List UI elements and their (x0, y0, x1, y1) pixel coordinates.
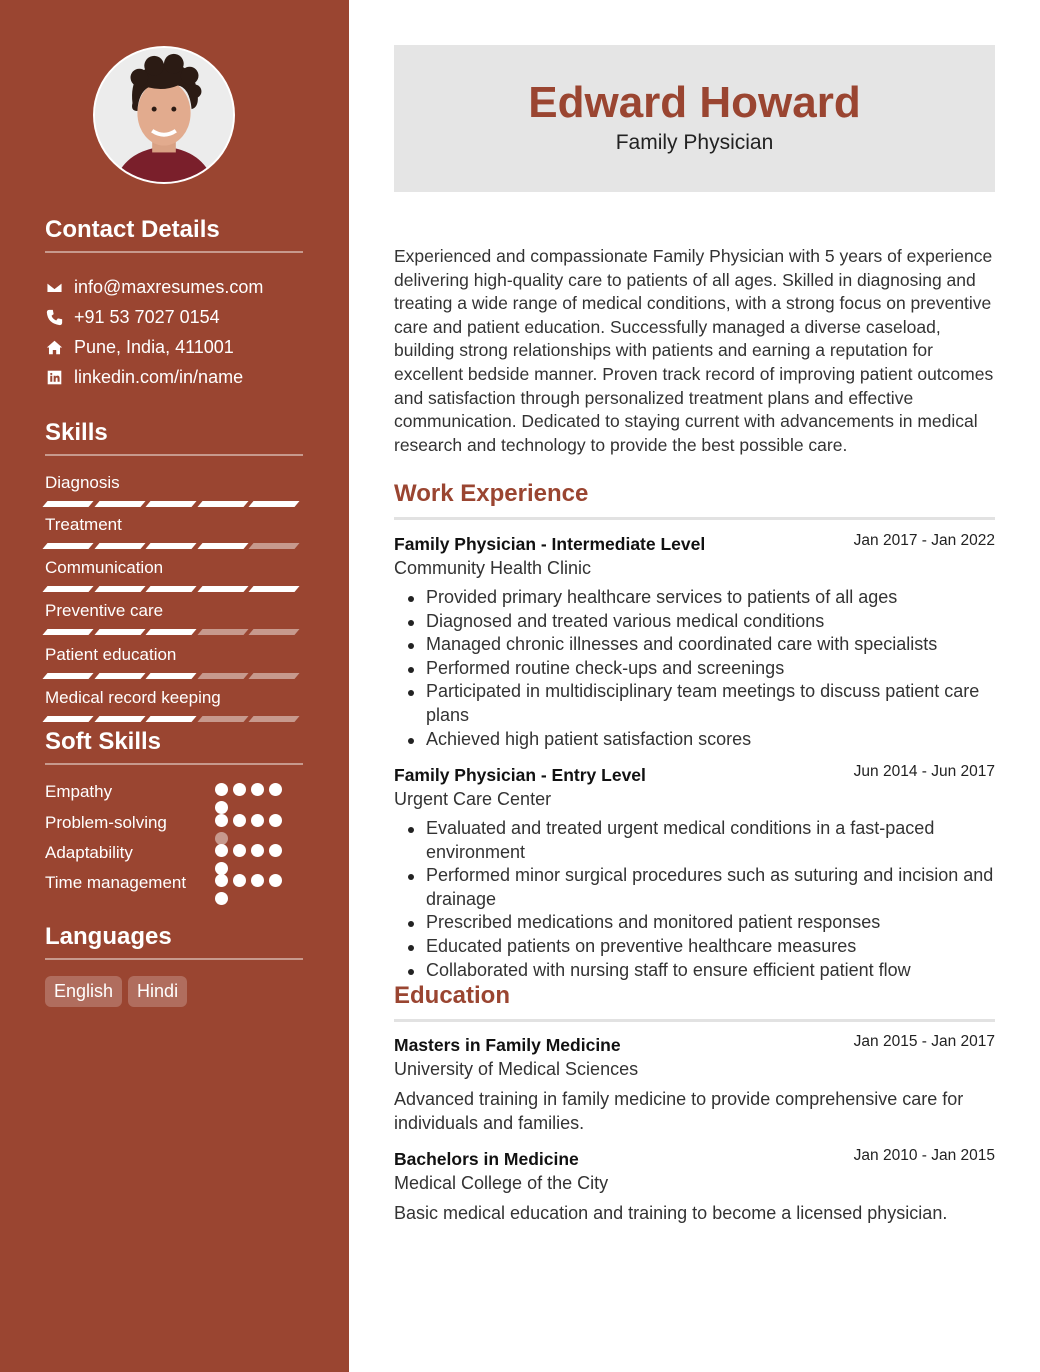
job-bullets (394, 586, 995, 751)
job-bullet: Educated patients on preventive healthcare measures (394, 935, 995, 959)
skill-level-segment (42, 501, 93, 507)
skill-level-segment (249, 716, 300, 722)
skill-name: Patient education (45, 645, 177, 664)
skill-name: Medical record keeping (45, 688, 221, 707)
skill-level-segment (42, 586, 93, 592)
sidebar (0, 0, 349, 1372)
soft-skill-dot (269, 783, 282, 796)
contact-location-text: Pune, India, 411001 (74, 336, 234, 357)
skill-item (45, 645, 303, 679)
soft-skill-item (45, 841, 305, 864)
job-employer: Urgent Care Center (394, 789, 552, 809)
job-bullet: Managed chronic illnesses and coordinated care with specialists (394, 633, 995, 657)
soft-skill-name: Empathy (45, 782, 113, 801)
contact-phone-text: +91 53 7027 0154 (74, 306, 220, 327)
skill-level-bar (45, 716, 303, 722)
degree-title: Masters in Family Medicine (394, 1035, 621, 1055)
soft-skill-dot (215, 783, 228, 796)
language-tag: English (45, 976, 122, 1007)
skill-level-segment (197, 501, 248, 507)
school-name: Medical College of the City (394, 1173, 609, 1193)
skill-item (45, 558, 303, 592)
soft-skill-dot (251, 844, 264, 857)
job-title: Family Physician - Entry Level (394, 765, 646, 785)
soft-skill-dots (215, 783, 287, 814)
soft-skill-dot (215, 844, 228, 857)
skill-item (45, 601, 303, 635)
degree-description: Basic medical education and training to become a licensed physician. (394, 1203, 948, 1223)
skill-level-segment (197, 629, 248, 635)
skill-level-segment (249, 586, 300, 592)
soft-skill-item (45, 871, 305, 894)
soft-skill-name: Time management (45, 873, 187, 892)
job-bullet: Prescribed medications and monitored patient responses (394, 911, 995, 935)
degree-dates: Jan 2010 - Jan 2015 (853, 1147, 995, 1164)
skills-heading: Skills (45, 419, 303, 456)
job-bullets (394, 817, 995, 982)
skill-level-segment (146, 673, 197, 679)
skill-level-bar (45, 543, 303, 549)
skill-level-segment (94, 543, 145, 549)
skill-level-segment (146, 629, 197, 635)
skill-level-segment (197, 716, 248, 722)
school-name: University of Medical Sciences (394, 1059, 639, 1079)
skill-level-segment (197, 586, 248, 592)
skill-level-segment (42, 629, 93, 635)
contact-linkedin[interactable] (45, 362, 305, 392)
soft-skill-dots (215, 874, 287, 905)
languages-heading: Languages (45, 923, 303, 960)
job-bullet: Collaborated with nursing staff to ensure efficient patient flow (394, 959, 995, 983)
avatar-illustration (95, 48, 233, 182)
degree-title: Bachelors in Medicine (394, 1149, 579, 1169)
work-entry (394, 764, 995, 982)
skill-level-segment (94, 501, 145, 507)
job-bullet: Participated in multidisciplinary team meetings to discuss patient care plans (394, 680, 995, 727)
skill-level-segment (42, 673, 93, 679)
job-bullet: Achieved high patient satisfaction scores (394, 728, 995, 752)
degree-dates: Jan 2015 - Jan 2017 (853, 1033, 995, 1050)
skill-level-segment (146, 543, 197, 549)
contact-email[interactable] (45, 272, 305, 302)
profile-summary: Experienced and compassionate Family Physician with 5 years of experience delivering high-quality care to patients of all ages. Skilled in diagnosing and treating a wide range of medical conditions, with a strong focus on preventive care and patient education. Successfully managed a diverse caseload, building strong relationships with patients and earning a reputation for excellent bedside manner. Proven track record of improving patient outcomes and satisfaction through personalized treatment plans and effective communication. Dedicated to staying current with advancements in medical research and technology to provide the best possible care. (394, 246, 994, 455)
work-experience-heading: Work Experience (394, 480, 995, 520)
skill-level-bar (45, 629, 303, 635)
soft-skill-dot (215, 814, 228, 827)
education-heading: Education (394, 982, 995, 1022)
skill-level-bar (45, 673, 303, 679)
soft-skill-dot (251, 874, 264, 887)
job-employer: Community Health Clinic (394, 558, 592, 578)
work-entry (394, 533, 995, 751)
job-bullet: Evaluated and treated urgent medical conditions in a fast-paced environment (394, 817, 995, 864)
home-icon (45, 338, 63, 356)
job-bullet: Performed minor surgical procedures such as suturing and incision and drainage (394, 864, 995, 911)
skill-level-segment (197, 543, 248, 549)
contact-list (45, 272, 305, 392)
skill-name: Treatment (45, 515, 122, 534)
skill-level-segment (146, 586, 197, 592)
soft-skill-dot (233, 783, 246, 796)
language-list (45, 976, 187, 1007)
profile-photo (93, 46, 235, 184)
soft-skill-dot (233, 814, 246, 827)
soft-skill-item (45, 780, 305, 803)
soft-skill-item (45, 811, 305, 834)
skill-level-segment (94, 716, 145, 722)
job-title: Family Physician - Intermediate Level (394, 534, 706, 554)
skill-level-segment (146, 716, 197, 722)
skill-item (45, 688, 303, 722)
contact-linkedin-text: linkedin.com/in/name (74, 366, 244, 387)
soft-skill-dot (215, 874, 228, 887)
skill-item (45, 473, 303, 507)
job-dates: Jan 2017 - Jan 2022 (853, 532, 995, 549)
contact-location (45, 332, 305, 362)
soft-skill-dot (251, 814, 264, 827)
soft-skill-dot (269, 814, 282, 827)
contact-heading: Contact Details (45, 216, 303, 253)
linkedin-icon (45, 368, 63, 386)
skill-level-segment (197, 673, 248, 679)
education-entry (394, 1034, 995, 1135)
soft-skill-dot (215, 892, 228, 905)
skill-level-segment (146, 501, 197, 507)
soft-skill-dot (233, 874, 246, 887)
soft-skill-name: Adaptability (45, 843, 133, 862)
soft-skill-dot (269, 844, 282, 857)
phone-icon (45, 308, 63, 326)
skill-level-segment (94, 673, 145, 679)
envelope-icon (45, 278, 63, 296)
skill-name: Diagnosis (45, 473, 120, 492)
skill-item (45, 515, 303, 549)
soft-skills-heading: Soft Skills (45, 728, 303, 765)
resume-header (394, 45, 995, 192)
skill-level-bar (45, 501, 303, 507)
skill-level-segment (42, 716, 93, 722)
education-entry (394, 1148, 995, 1226)
skill-level-bar (45, 586, 303, 592)
job-bullet: Provided primary healthcare services to patients of all ages (394, 586, 995, 610)
skill-level-segment (94, 586, 145, 592)
candidate-name: Edward Howard (528, 78, 861, 127)
skill-level-segment (249, 543, 300, 549)
language-tag: Hindi (128, 976, 187, 1007)
soft-skill-dot (269, 874, 282, 887)
degree-description: Advanced training in family medicine to provide comprehensive care for individuals and families. (394, 1089, 964, 1133)
skill-level-segment (249, 501, 300, 507)
skill-level-segment (42, 543, 93, 549)
job-dates: Jun 2014 - Jun 2017 (853, 763, 995, 780)
candidate-role: Family Physician (615, 131, 774, 154)
skill-level-segment (249, 629, 300, 635)
job-bullet: Diagnosed and treated various medical conditions (394, 610, 995, 634)
soft-skill-dot (251, 783, 264, 796)
contact-phone[interactable] (45, 302, 305, 332)
skill-name: Preventive care (45, 601, 164, 620)
skill-name: Communication (45, 558, 164, 577)
skill-level-segment (249, 673, 300, 679)
skill-level-segment (94, 629, 145, 635)
job-bullet: Performed routine check-ups and screenings (394, 657, 995, 681)
contact-email-text: info@maxresumes.com (74, 276, 264, 297)
soft-skill-name: Problem-solving (45, 813, 167, 832)
soft-skill-dot (233, 844, 246, 857)
